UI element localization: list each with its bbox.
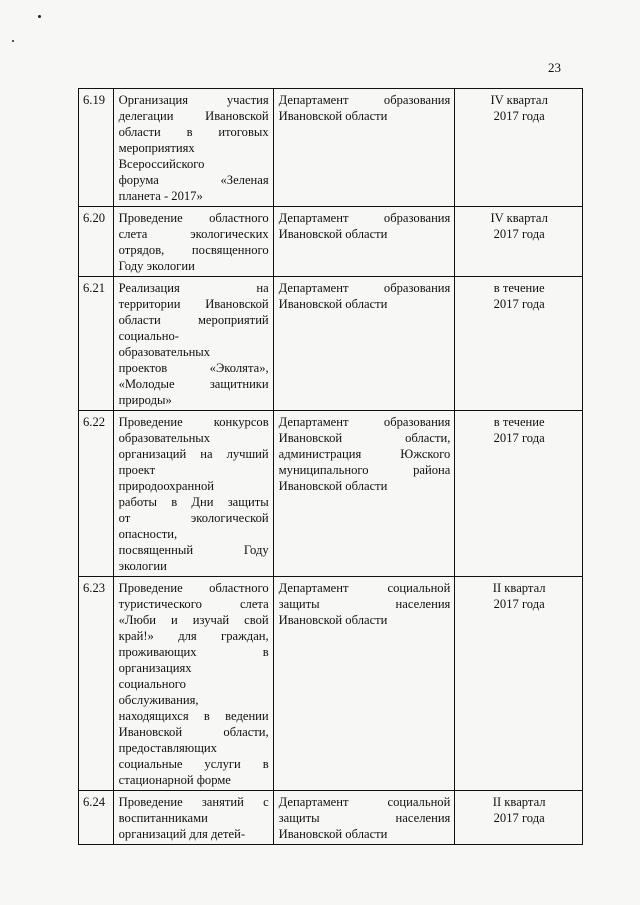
activity-cell-line: социальные услуги в xyxy=(118,757,269,771)
activity-cell-line: отрядов, посвященного xyxy=(118,243,269,257)
department-cell-line: Департамент образования xyxy=(278,281,451,295)
activity-cell-line: экологии xyxy=(118,559,167,573)
term-cell xyxy=(455,89,583,207)
activity-cell-line: работы в Дни защиты xyxy=(118,495,269,509)
activity-cell-line: природоохранной xyxy=(118,479,215,493)
activity-cell xyxy=(113,791,273,845)
activity-cell-line: Ивановской области, xyxy=(118,725,269,739)
term-cell-line: 2017 года xyxy=(493,109,545,123)
department-cell-line: Ивановской области xyxy=(278,297,388,311)
item-number: 6.21 xyxy=(79,277,114,411)
activity-cell-line: Проведение областного xyxy=(118,581,269,595)
department-cell-line: администрация Южского xyxy=(278,447,451,461)
table-row xyxy=(79,791,583,845)
table-row xyxy=(79,577,583,791)
activity-cell-line: проектов «Эколята», xyxy=(118,361,269,375)
term-cell-line: 2017 года xyxy=(493,227,545,241)
activity-cell-line: Организация участия xyxy=(118,93,269,107)
activity-cell-line: «Молодые защитники xyxy=(118,377,269,391)
department-cell xyxy=(273,89,455,207)
table-row xyxy=(79,89,583,207)
activity-cell-line: Реализация на xyxy=(118,281,269,295)
table-row xyxy=(79,207,583,277)
item-number: 6.19 xyxy=(79,89,114,207)
department-cell-line: Департамент социальной xyxy=(278,795,451,809)
activity-cell-line: мероприятиях xyxy=(118,141,195,155)
term-cell xyxy=(455,791,583,845)
department-cell xyxy=(273,277,455,411)
item-number: 6.24 xyxy=(79,791,114,845)
activity-cell-line: слета экологических xyxy=(118,227,269,241)
activity-cell-line: воспитанниками xyxy=(118,811,208,825)
department-cell-line: Ивановской области xyxy=(278,479,388,493)
term-cell-line: II квартал xyxy=(492,581,546,595)
department-cell-line: Ивановской области xyxy=(278,109,388,123)
scan-speck-1 xyxy=(38,15,41,18)
term-cell-line: 2017 года xyxy=(493,297,545,311)
department-cell-line: Департамент образования xyxy=(278,211,451,225)
activity-cell-line: области мероприятий xyxy=(118,313,269,327)
term-cell-line: IV квартал xyxy=(490,211,548,225)
plan-table-body xyxy=(79,89,583,845)
table-row xyxy=(79,277,583,411)
term-cell xyxy=(455,411,583,577)
activity-cell xyxy=(113,577,273,791)
plan-table xyxy=(78,88,583,845)
activity-cell-line: образовательных xyxy=(118,431,211,445)
item-number: 6.23 xyxy=(79,577,114,791)
activity-cell-line: проживающих в xyxy=(118,645,269,659)
activity-cell-line: организациях xyxy=(118,661,192,675)
department-cell-line: Департамент образования xyxy=(278,93,451,107)
activity-cell-line: области в итоговых xyxy=(118,125,269,139)
activity-cell-line: территории Ивановской xyxy=(118,297,269,311)
activity-cell-line: социального xyxy=(118,677,186,691)
activity-cell xyxy=(113,277,273,411)
activity-cell-line: «Люби и изучай свой xyxy=(118,613,269,627)
term-cell xyxy=(455,277,583,411)
activity-cell-line: стационарной форме xyxy=(118,773,231,787)
department-cell xyxy=(273,411,455,577)
department-cell-line: Департамент социальной xyxy=(278,581,451,595)
term-cell-line: в течение xyxy=(493,281,545,295)
department-cell xyxy=(273,791,455,845)
activity-cell-line: планета - 2017» xyxy=(118,189,203,203)
term-cell-line: в течение xyxy=(493,415,545,429)
activity-cell-line: форума «Зеленая xyxy=(118,173,269,187)
activity-cell-line: организаций на лучший xyxy=(118,447,269,461)
activity-cell-line: посвященный Году xyxy=(118,543,269,557)
department-cell-line: Ивановской области xyxy=(278,613,388,627)
activity-cell-line: обслуживания, xyxy=(118,693,199,707)
department-cell-line: защиты населения xyxy=(278,811,451,825)
term-cell-line: 2017 года xyxy=(493,811,545,825)
term-cell xyxy=(455,207,583,277)
department-cell-line: Ивановской области, xyxy=(278,431,451,445)
activity-cell-line: Проведение занятий с xyxy=(118,795,269,809)
activity-cell-line: образовательных xyxy=(118,345,211,359)
department-cell xyxy=(273,577,455,791)
department-cell-line: Ивановской области xyxy=(278,227,388,241)
department-cell-line: Департамент образования xyxy=(278,415,451,429)
activity-cell-line: туристического слета xyxy=(118,597,269,611)
activity-cell xyxy=(113,207,273,277)
activity-cell-line: Проведение областного xyxy=(118,211,269,225)
item-number: 6.22 xyxy=(79,411,114,577)
term-cell-line: 2017 года xyxy=(493,597,545,611)
activity-cell-line: проект xyxy=(118,463,156,477)
department-cell xyxy=(273,207,455,277)
activity-cell-line: находящихся в ведении xyxy=(118,709,269,723)
activity-cell-line: от экологической xyxy=(118,511,269,525)
activity-cell-line: Году экологии xyxy=(118,259,195,273)
term-cell xyxy=(455,577,583,791)
table-row xyxy=(79,411,583,577)
activity-cell-line: социально- xyxy=(118,329,179,343)
activity-cell-line: природы» xyxy=(118,393,172,407)
department-cell-line: защиты населения xyxy=(278,597,451,611)
activity-cell-line: опасности, xyxy=(118,527,178,541)
page-number: 23 xyxy=(548,60,561,75)
department-cell-line: Ивановской области xyxy=(278,827,388,841)
activity-cell-line: предоставляющих xyxy=(118,741,217,755)
term-cell-line: IV квартал xyxy=(490,93,548,107)
term-cell-line: II квартал xyxy=(492,795,546,809)
activity-cell-line: край!» для граждан, xyxy=(118,629,269,643)
activity-cell-line: организаций для детей- xyxy=(118,827,246,841)
activity-cell xyxy=(113,411,273,577)
term-cell-line: 2017 года xyxy=(493,431,545,445)
item-number: 6.20 xyxy=(79,207,114,277)
scan-speck-2 xyxy=(12,40,14,42)
activity-cell-line: делегации Ивановской xyxy=(118,109,269,123)
department-cell-line: муниципального района xyxy=(278,463,451,477)
activity-cell-line: Проведение конкурсов xyxy=(118,415,269,429)
activity-cell xyxy=(113,89,273,207)
activity-cell-line: Всероссийского xyxy=(118,157,205,171)
